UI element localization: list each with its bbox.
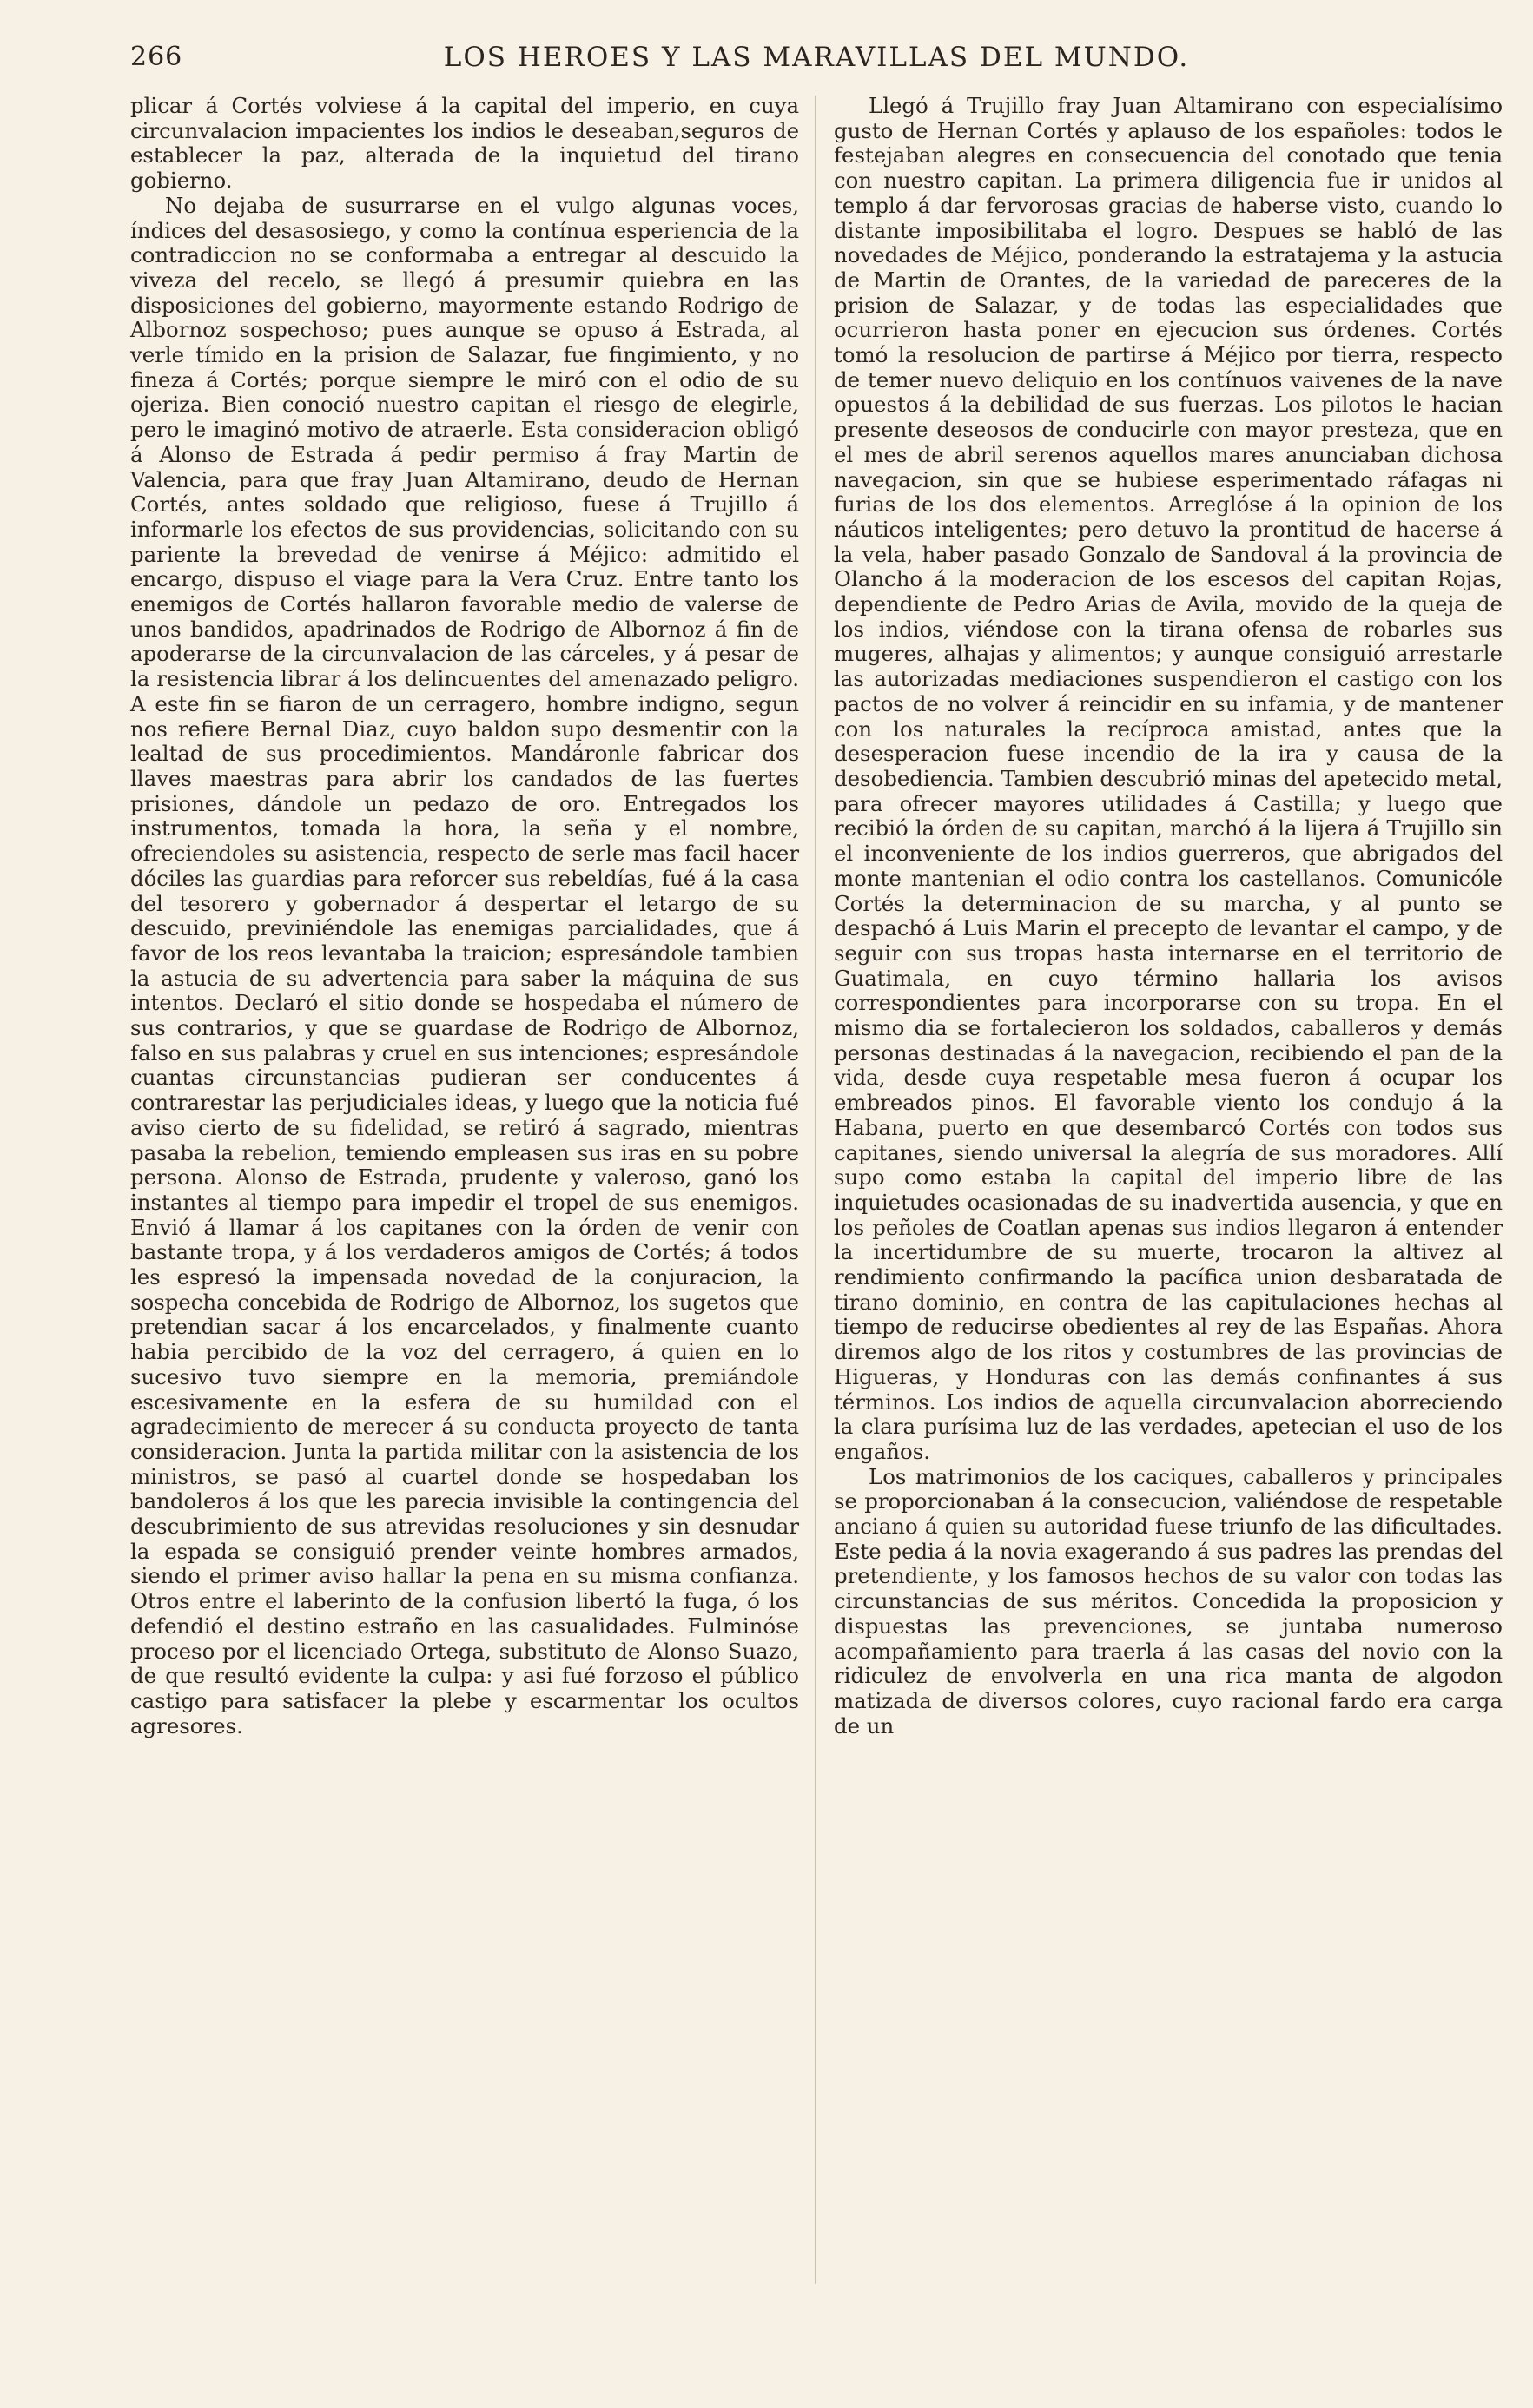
- right-column: [834, 94, 1503, 1738]
- left-column: [130, 94, 799, 1738]
- page-number: 266: [130, 42, 183, 72]
- paragraph: No dejaba de susurrarse en el vulgo algunas voces, índices del desasosiego, y como la contínua esperiencia de la contradiccion no se conformaba a entregar al descuido la viveza del recelo, se llegó á presumir quiebra en las disposiciones del gobierno, mayormente estando Rodrigo de Albornoz sospechoso; pues aunque se opuso á Estrada, al verle tímido en la prision de Salazar, fue fingimiento, y no fineza á Cortés; porque siempre le miró con el odio de su ojeriza. Bien conoció nuestro capitan el riesgo de elegirle, pero le imaginó motivo de atraerle. Esta consideracion obligó á Alonso de Estrada á pedir permiso á fray Martin de Valencia, para que fray Juan Altamirano, deudo de Hernan Cortés, antes soldado que religioso, fuese á Trujillo á informarle los efectos de sus providencias, solicitando con su pariente la brevedad de venirse á Méjico: admitido el encargo, dispuso el viage para la Vera Cruz. Entre tanto los enemigos de Cortés hallaron favorable medio de valerse de unos bandidos, apadrinados de Rodrigo de Albornoz á fin de apoderarse de la circunvalacion de las cárceles, y á pesar de la resistencia librar á los delincuentes del amenazado peligro. A este fin se fiaron de un cerragero, hombre indigno, segun nos refiere Bernal Diaz, cuyo baldon supo desmentir con la lealtad de sus procedimientos. Mandáronle fabricar dos llaves maestras para abrir los candados de las fuertes prisiones, dándole un pedazo de oro. Entregados los instrumentos, tomada la hora, la seña y el nombre, ofreciendoles su asistencia, respecto de serle mas facil hacer dóciles las guardias para reforcer sus rebeldías, fué á la casa del tesorero y gobernador á despertar el letargo de su descuido, previniéndole las enemigas parcialidades, que á favor de los reos levantaba la traicion; espresándole tambien la astucia de su advertencia para saber la máquina de sus intentos. Declaró el sitio donde se hospedaba el número de sus contrarios, y que se guardase de Rodrigo de Albornoz, falso en sus palabras y cruel en sus intenciones; espresándole cuantas circunstancias pudieran ser conducentes á contrarestar las perjudiciales ideas, y luego que la noticia fué aviso cierto de su fidelidad, se retiró á sagrado, mientras pasaba la rebelion, temiendo empleasen sus iras en su pobre persona. Alonso de Estrada, prudente y valeroso, ganó los instantes al tiempo para impedir el tropel de sus enemigos. Envió á llamar á los capitanes con la órden de venir con bastante tropa, y á los verdaderos amigos de Cortés; á todos les espresó la impensada novedad de la conjuracion, la sospecha concebida de Rodrigo de Albornoz, los sugetos que pretendian sacar á los encarcelados, y finalmente cuanto habia percibido de la voz del cerragero, á quien en lo sucesivo tuvo siempre en la memoria, premiándole escesivamente en la esfera de su humildad con el agradecimiento de merecer á su conducta proyecto de tanta consideracion. Junta la partida militar con la asistencia de los ministros, se pasó al cuartel donde se hospedaban los bandoleros á los que les parecia invisible la contingencia del descubrimiento de sus atrevidas resoluciones y sin desnudar la espada se consiguió prender veinte hombres armados, siendo el primer aviso hallar la pena en su misma confianza. Otros entre el laberinto de la confusion libertó la fuga, ó los defendió el destino estraño en las casualidades. Fulminóse proceso por el licenciado Ortega, substituto de Alonso Suazo, de que resultó evidente la culpa: y asi fué forzoso el público castigo para satisfacer la plebe y escarmentar los ocultos agresores.: [130, 192, 799, 1738]
- running-title: LOS HEROES Y LAS MARAVILLAS DEL MUNDO.: [443, 42, 1190, 73]
- paragraph: Llegó á Trujillo fray Juan Altamirano con especialísimo gusto de Hernan Cortés y aplauso de los españoles: todos le festejaban alegres en consecuencia del conotado que tenia con nuestro capitan. La primera diligencia fue ir unidos al templo á dar fervorosas gracias de haberse visto, cuando lo distante imposibilitaba el logro. Despues se habló de las novedades de Méjico, ponderando la estratajema y la astucia de Martin de Orantes, de la variedad de pareceres de la prision de Salazar, y de todas las especialidades que ocurrieron hasta poner en ejecucion sus órdenes. Cortés tomó la resolucion de partirse á Méjico por tierra, respecto de temer nuevo deliquio en los contínuos vaivenes de la nave opuestos á la debilidad de sus fuerzas. Los pilotos le hacian presente deseosos de conducirle con mayor presteza, que en el mes de abril serenos aquellos mares anunciaban dichosa navegacion, sin que se hubiese esperimentado ráfagas ni furias de los dos elementos. Arreglóse á la opinion de los náuticos inteligentes; pero detuvo la prontitud de hacerse á la vela, haber pasado Gonzalo de Sandoval á la provincia de Olancho á la moderacion de los escesos del capitan Rojas, dependiente de Pedro Arias de Avila, movido de la queja de los indios, viéndose con la tirana ofensa de robarles sus mugeres, alhajas y alimentos; y aunque consiguió arrestarle las autorizadas mediaciones suspendieron el castigo con los pactos de no volver á reincidir en su infamia, y de mantener con los naturales la recíproca amistad, antes que la desesperacion fuese incendio de la ira y causa de la desobediencia. Tambien descubrió minas del apetecido metal, para ofrecer mayores utilidades á Castilla; y luego que recibió la órden de su capitan, marchó á la lijera á Trujillo sin el inconveniente de los indios guerreros, que abrigados del monte mantenian el odio contra los castellanos. Comunicóle Cortés la determinacion de su marcha, y al punto se despachó á Luis Marin el precepto de levantar el campo, y de seguir con sus tropas hasta internarse en el territorio de Guatimala, en cuyo término hallaria los avisos correspondientes para incorporarse con su tropa. En el mismo dia se fortalecieron los soldados, caballeros y demás personas destinadas á la navegacion, recibiendo el pan de la vida, desde cuya respetable mesa fueron á ocupar los embreados pinos. El favorable viento los condujo á la Habana, puerto en que desembarcó Cortés con todos sus capitanes, siendo universal la alegría de sus moradores. Allí supo como estaba la capital del imperio libre de las inquietudes ocasionadas de su inadvertida ausencia, y que en los peñoles de Coatlan apenas sus indios llegaron á entender la incertidumbre de su muerte, trocaron la altivez al rendimiento confirmando la pacífica union desbaratada de tirano dominio, en contra de las capitulaciones hechas al tiempo de reducirse obedientes al rey de las Españas. Ahora diremos algo de los ritos y costumbres de las provincias de Higueras, y Honduras con las demás confinantes á sus términos. Los indios de aquella circunvalacion aborreciendo la clara purísima luz de las verdades, apetecian el uso de los engaños.: [834, 93, 1503, 1464]
- page-header: [130, 42, 1503, 85]
- paragraph: Los matrimonios de los caciques, caballeros y principales se proporcionaban á la consecucion, valiéndose de respetable anciano á quien su autoridad fuese triunfo de las dificultades. Este pedia á la novia exagerando á sus padres las prendas del pretendiente, y los famosos hechos de su valor con todas las circunstancias de sus méritos. Concedida la proposicion y dispuestas las prevenciones, se juntaba numeroso acompañamiento para traerla á las casas del novio con la ridiculez de envolverla en una rica manta de algodon matizada de diversos colores, cuyo racional fardo era carga de un: [834, 1463, 1503, 1738]
- column-divider: [815, 96, 816, 2284]
- paragraph: plicar á Cortés volviese á la capital del imperio, en cuya circunvalacion impacientes los indios le deseaban,seguros de establecer la paz, alterada de la inquietud del tirano gobierno.: [130, 93, 799, 194]
